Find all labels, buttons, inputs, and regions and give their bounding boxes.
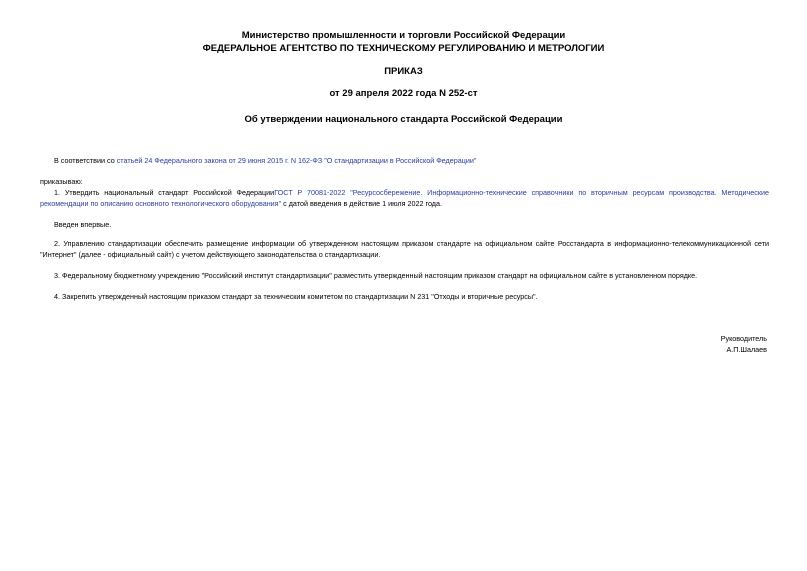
preamble-text: В соответствии со	[54, 156, 117, 165]
document-title: Об утверждении национального стандарта Российской Федерации	[244, 114, 563, 125]
ministry-name: Министерство промышленности и торговли Российской Федерации	[241, 30, 566, 41]
signatory-name: А.П.Шалаев	[726, 345, 767, 354]
agency-name: ФЕДЕРАЛЬНОЕ АГЕНТСТВО ПО ТЕХНИЧЕСКОМУ РЕГУЛИРОВАНИЮ И МЕТРОЛОГИИ	[202, 43, 605, 54]
item-3: 3. Федеральному бюджетному учреждению "Российский институт стандартизации" разместить утвержденный настоящим приказом стандарт на официальном сайте в установленном порядке.	[54, 271, 698, 280]
order-word: приказываю:	[40, 177, 83, 186]
signatory-position: Руководитель	[720, 334, 767, 343]
item-4: 4. Закрепить утвержденный настоящим приказом стандарт за техническим комитетом по стандартизации N 231 "Отходы и вторичные ресурсы".	[54, 292, 538, 301]
item-2: 2. Управлению стандартизации обеспечить размещение информации об утвержденном настоящим приказом стандарте на официальном сайте Росстандарта в информационно-телекоммуникационной сети "Интернет" (далее - официальный сайт) с учетом действующего законодательства о стандартизации.	[40, 239, 769, 259]
introduced-note: Введен впервые.	[54, 220, 112, 229]
item-1	[40, 187, 769, 209]
item-1-suffix: с датой введения в действие 1 июля 2022 года.	[281, 199, 442, 208]
document-date-number: от 29 апреля 2022 года N 252-ст	[329, 88, 478, 99]
preamble	[54, 155, 774, 166]
item-1-text: 1. Утвердить национальный стандарт Российской Федерации	[54, 188, 275, 197]
federal-law-link[interactable]: статьей 24 Федерального закона от 29 июня 2015 г. N 162-ФЗ "О стандартизации в Российской Федерации"	[116, 156, 477, 165]
document-type: ПРИКАЗ	[384, 66, 423, 77]
gost-link[interactable]: ГОСТ Р 70081-2022 "Ресурсосбережение. Информационно-технические справочники по вторичным ресурсам производства. Методические рекомендации по описанию основного технологического оборудования"	[40, 188, 769, 208]
